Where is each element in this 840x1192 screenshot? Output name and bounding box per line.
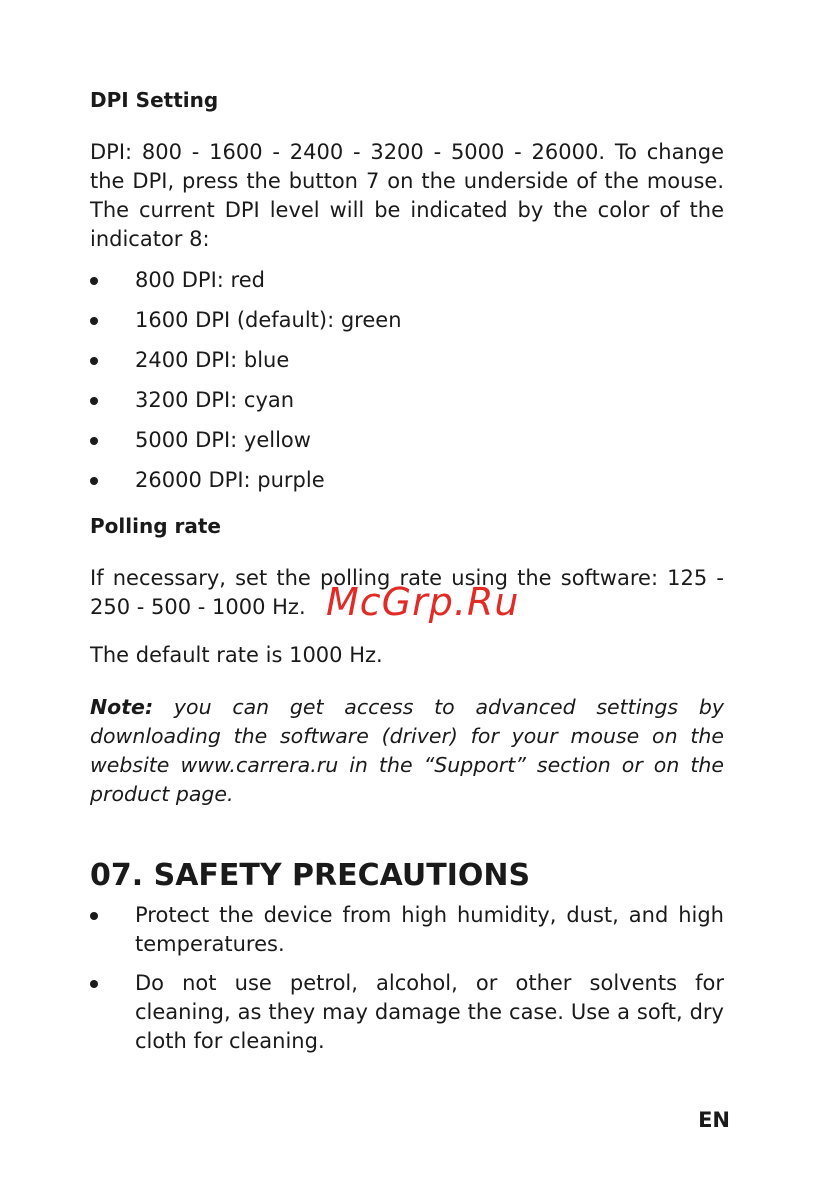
safety-list (90, 901, 724, 1056)
bullet-icon (90, 437, 98, 445)
bullet-icon (90, 912, 98, 920)
page-content (90, 86, 724, 1066)
note-text: you can get access to advanced settings by downloading the software (driver) for your mouse on the website www.carrera.ru in the “Support” section or on the product page. (90, 695, 724, 806)
polling-heading: Polling rate (90, 514, 221, 538)
dpi-level-text: 5000 DPI: yellow (135, 428, 311, 452)
bullet-icon (90, 477, 98, 485)
note-label: Note: (90, 695, 154, 719)
polling-default-text: The default rate is 1000 Hz. (90, 643, 383, 667)
language-label: EN (698, 1108, 730, 1132)
list-item (90, 426, 724, 455)
dpi-level-text: 800 DPI: red (135, 268, 265, 292)
dpi-heading: DPI Setting (90, 88, 219, 112)
polling-text: If necessary, set the polling rate using the software: 125 - 250 - 500 - 1000 Hz. (90, 566, 724, 619)
dpi-level-text: 26000 DPI: purple (135, 468, 325, 492)
dpi-level-text: 3200 DPI: cyan (135, 388, 295, 412)
watermark: McGrp.Ru (326, 580, 520, 624)
list-item (90, 386, 724, 415)
safety-item-text: Do not use petrol, alcohol, or other solvents for cleaning, as they may damage the case. Use a soft, dry cloth for cleaning. (135, 971, 724, 1053)
list-item (90, 969, 724, 1056)
safety-item-text: Protect the device from high humidity, dust, and high temperatures. (135, 903, 724, 956)
dpi-level-list (90, 266, 724, 495)
bullet-icon (90, 357, 98, 365)
list-item (90, 266, 724, 295)
safety-title: 07. SAFETY PRECAUTIONS (90, 858, 531, 893)
dpi-level-text: 1600 DPI (default): green (135, 308, 402, 332)
dpi-level-text: 2400 DPI: blue (135, 348, 290, 372)
list-item (90, 466, 724, 495)
dpi-intro: DPI: 800 - 1600 - 2400 - 3200 - 5000 - 26000. To change the DPI, press the button 7 on the underside of the mouse. The current DPI level will be indicated by the color of the indicator 8: (90, 140, 724, 251)
list-item (90, 901, 724, 959)
list-item (90, 346, 724, 375)
note-paragraph (90, 693, 724, 809)
list-item (90, 306, 724, 335)
bullet-icon (90, 317, 98, 325)
bullet-icon (90, 277, 98, 285)
bullet-icon (90, 397, 98, 405)
bullet-icon (90, 980, 98, 988)
